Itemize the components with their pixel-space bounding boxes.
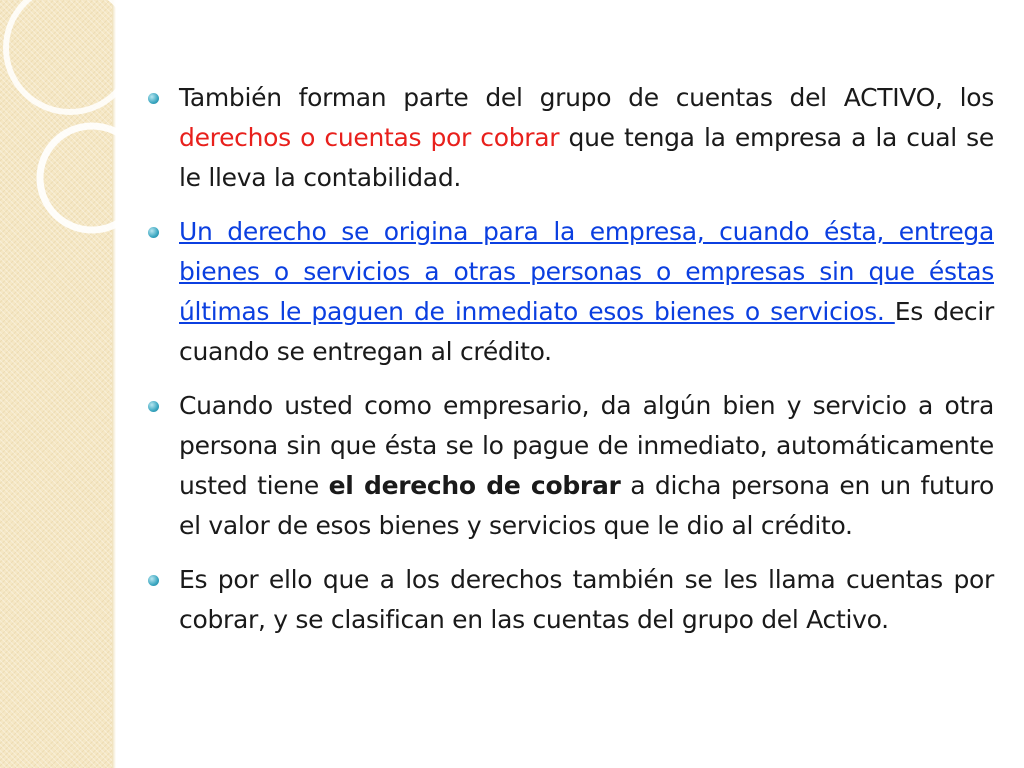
bullet-list [148,78,994,654]
bullet-item [148,386,994,546]
bullet-dot-icon [148,401,159,412]
highlighted-term: derechos o cuentas por cobrar [179,123,560,152]
bullet-dot-icon [148,575,159,586]
bullet-text: También forman parte del grupo de cuentas del ACTIVO, los [179,83,994,112]
bullet-text: que tenga la empresa a la cual se le lleva la contabilidad. [179,123,994,192]
bullet-text: a dicha persona en un futuro el valor de esos bienes y servicios que le dio al crédito. [179,471,994,540]
bullet-item [148,560,994,640]
bullet-text: Es por ello que a los derechos también se les llama cuentas por cobrar, y se clasifican en las cuentas del grupo del Activo. [179,565,994,634]
bullet-item [148,78,994,198]
hyperlink-text[interactable]: Un derecho se origina para la empresa, cuando ésta, entrega bienes o servicios a otras personas o empresas sin que éstas últimas le paguen de inmediato esos bienes o servicios. [179,217,994,326]
bullet-dot-icon [148,93,159,104]
bullet-text: Cuando usted como empresario, da algún bien y servicio a otra persona sin que ésta se lo pague de inmediato, automáticamente usted tiene [179,391,994,500]
decorative-rings [0,0,140,300]
bullet-text: Es decir cuando se entregan al crédito. [179,297,994,366]
bold-term: el derecho de cobrar [328,471,621,500]
bullet-item [148,212,994,372]
bullet-dot-icon [148,227,159,238]
